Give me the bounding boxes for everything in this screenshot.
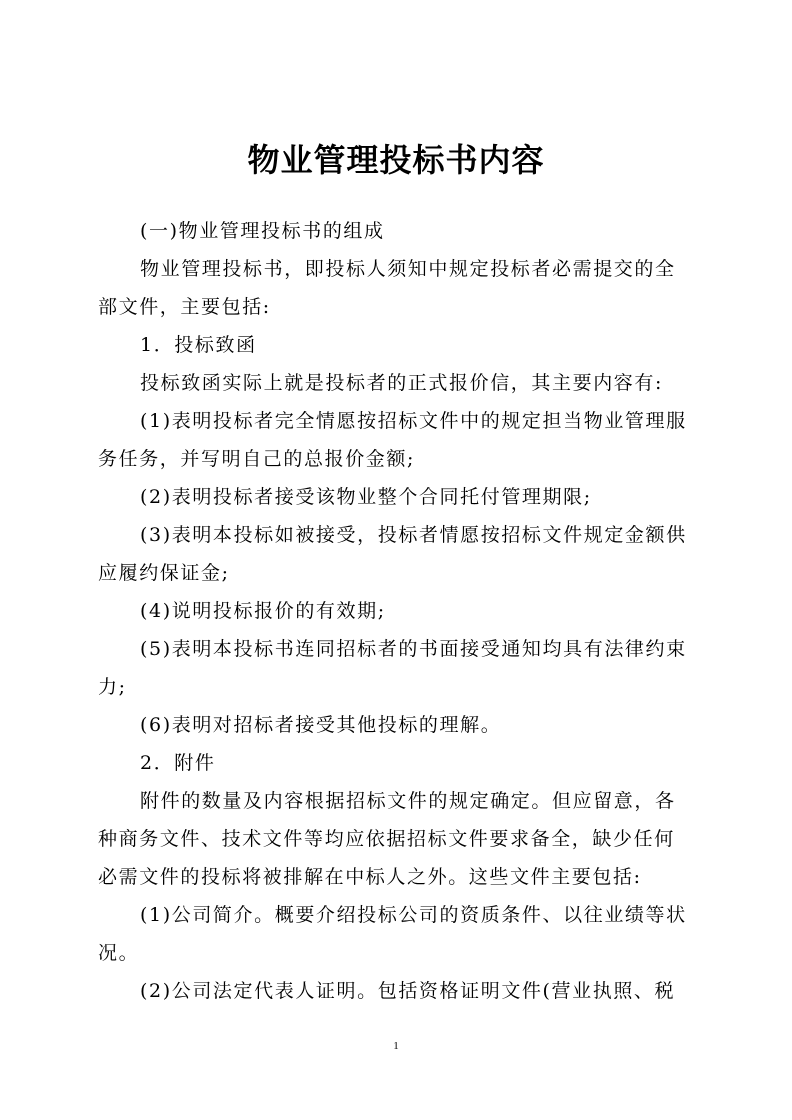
section-heading-composition: (一)物业管理投标书的组成 [140, 220, 385, 242]
list-item-1: (1)表明投标者完全情愿按招标文件中的规定担当物业管理服务任务，并写明自己的总报价金额; [98, 410, 687, 470]
list-item-6: (6)表明对招标者接受其他投标的理解。 [140, 714, 502, 736]
attachment-item-2: (2)公司法定代表人证明。包括资格证明文件(营业执照、税 [140, 980, 676, 1002]
attachment-item-1: (1)公司简介。概要介绍投标公司的资质条件、以往业绩等状况。 [98, 904, 687, 964]
list-item-4: (4)说明投标报价的有效期; [140, 600, 386, 622]
page-number: 1 [393, 1040, 399, 1052]
document-body [98, 212, 690, 1010]
list-item-2: (2)表明投标者接受该物业整个合同托付管理期限; [140, 486, 592, 508]
paragraph-intro: 物业管理投标书，即投标人须知中规定投标者必需提交的全部文件，主要包括: [98, 258, 676, 318]
document-title: 物业管理投标书内容 [247, 141, 545, 179]
list-item-3: (3)表明本投标如被接受，投标者情愿按招标文件规定金额供应履约保证金; [98, 524, 687, 584]
paragraph-cover-letter: 投标致函实际上就是投标者的正式报价信，其主要内容有: [140, 372, 664, 394]
list-item-5: (5)表明本投标书连同招标者的书面接受通知均具有法律约束力; [98, 638, 687, 698]
paragraph-attachments: 附件的数量及内容根据招标文件的规定确定。但应留意，各种商务文件、技术文件等均应依据招标文件要求备全，缺少任何必需文件的投标将被排解在中标人之外。这些文件主要包括: [98, 790, 676, 888]
item-heading-attachments: 2．附件 [140, 752, 216, 774]
item-heading-cover-letter: 1．投标致函 [140, 334, 257, 356]
